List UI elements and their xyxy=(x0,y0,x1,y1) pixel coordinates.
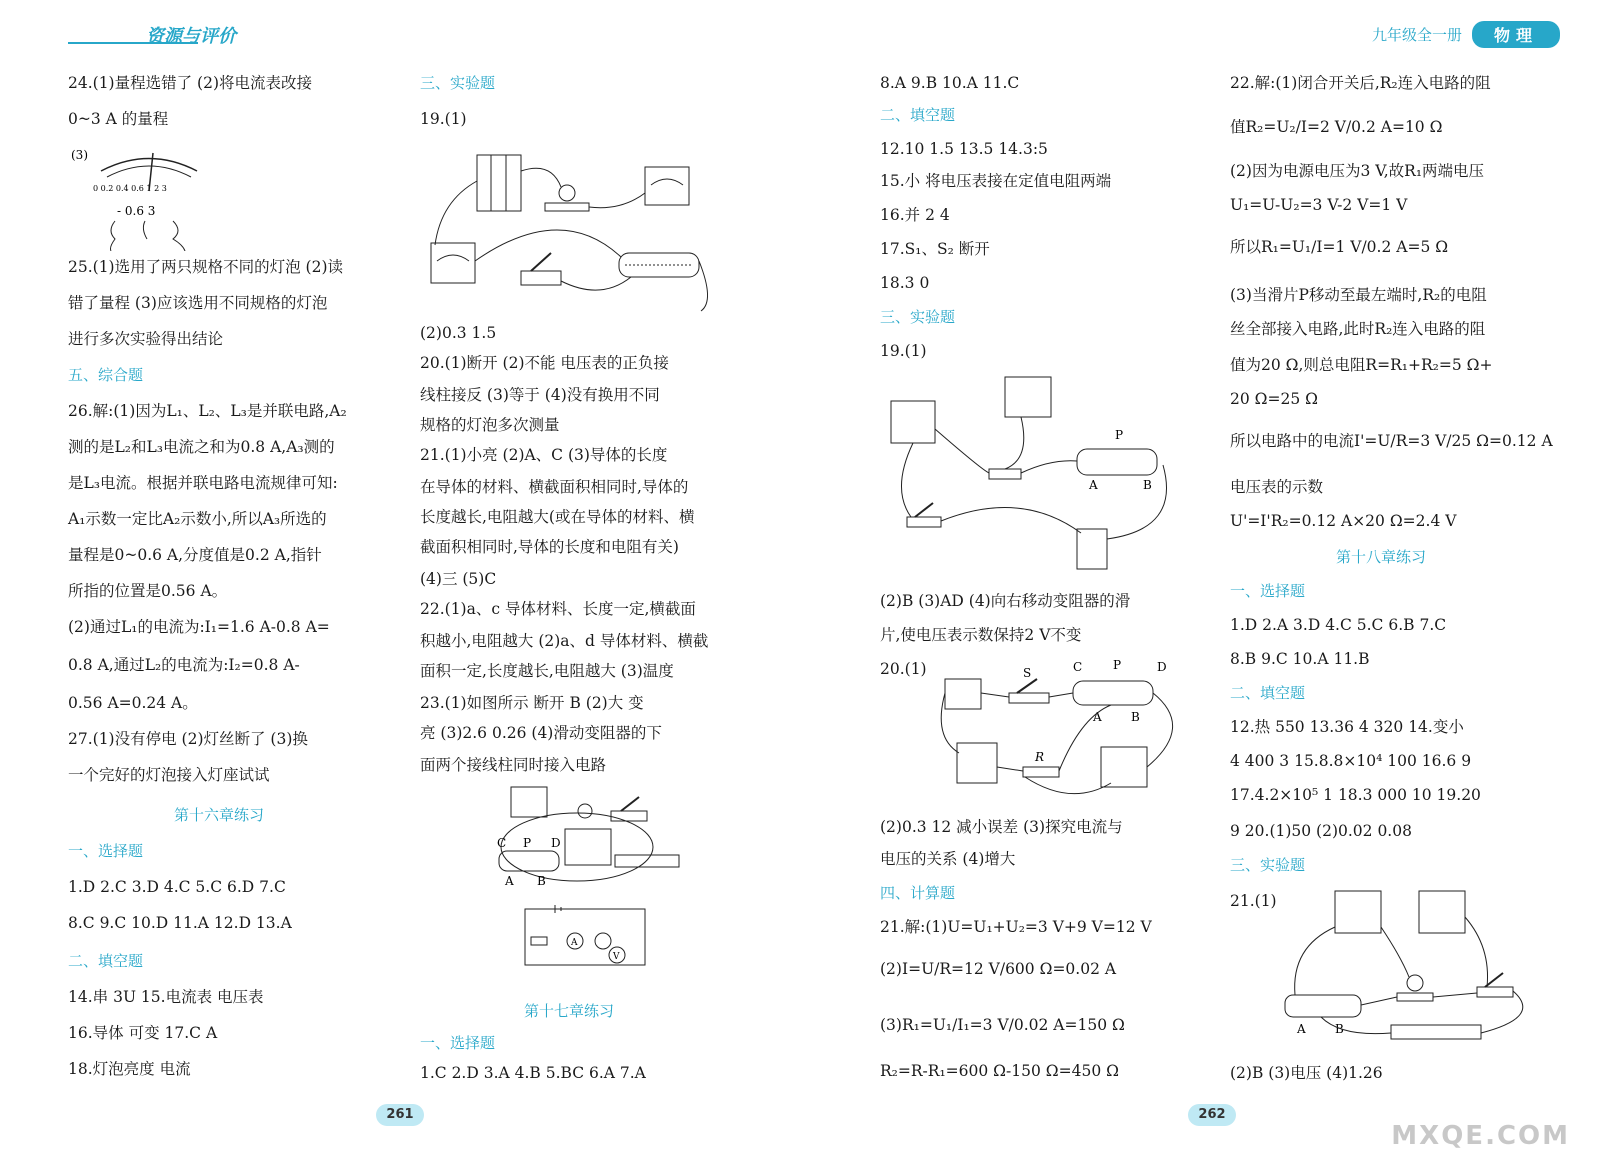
text-line: 8.A 9.B 10.A 11.C xyxy=(880,74,1020,92)
text-line: 电压表的示数 xyxy=(1230,478,1324,496)
bulb-icon xyxy=(1407,975,1423,991)
bulb-icon xyxy=(559,185,575,201)
text-line: 8.B 9.C 10.A 11.B xyxy=(1230,650,1370,668)
text-line: 1.D 2.C 3.D 4.C 5.C 6.D 7.C xyxy=(68,878,286,896)
wire xyxy=(561,277,631,290)
chapter-heading: 第十七章练习 xyxy=(524,1002,615,1020)
text-line: 24.(1)量程选错了 (2)将电流表改接 xyxy=(68,74,312,92)
text-line: 21.解:(1)U=U₁+U₂=3 V+9 V=12 V xyxy=(880,918,1152,936)
text-line: 14.串 3U 15.电流表 电压表 xyxy=(68,988,264,1006)
text-line: 规格的灯泡多次测量 xyxy=(420,416,560,434)
text-line: 12.10 1.5 13.5 14.3:5 xyxy=(880,140,1048,158)
svg-text:A: A xyxy=(505,874,514,888)
section-heading: 一、选择题 xyxy=(68,842,144,860)
text-line: 亮 (3)2.6 0.26 (4)滑动变阻器的下 xyxy=(420,724,662,742)
wire xyxy=(981,693,1009,697)
text-line: 23.(1)如图所示 断开 B (2)大 变 xyxy=(420,694,644,712)
wire xyxy=(1361,997,1397,1005)
text-line: 1.D 2.A 3.D 4.C 5.C 6.B 7.C xyxy=(1230,616,1447,634)
text-line: 21.(1)小亮 (2)A、C (3)导体的长度 xyxy=(420,446,668,464)
text-line: 长度越长,电阻越大(或在导体的材料、横 xyxy=(420,508,695,526)
text-line: 4 400 3 15.8.8×10⁴ 100 16.6 9 xyxy=(1230,752,1472,770)
circuit-figure-21 xyxy=(1280,886,1552,1048)
wire xyxy=(997,767,1023,771)
text-line: 16.导体 可变 17.C A xyxy=(68,1024,218,1042)
wire xyxy=(1025,777,1111,794)
wire xyxy=(521,168,561,187)
text-line: 值为20 Ω,则总电阻R=R₁+R₂=5 Ω+ xyxy=(1230,356,1493,374)
text-line: 测的是L₂和L₃电流之和为0.8 A,A₃测的 xyxy=(68,438,335,456)
meter-label: (3) xyxy=(71,148,88,162)
svg-text:A: A xyxy=(1297,1022,1306,1036)
wire xyxy=(1321,1017,1391,1034)
page-number-left: 261 xyxy=(376,1104,424,1126)
battery-icon xyxy=(477,155,521,211)
formula-line: 所以电路中的电流I'=U/R=3 V/25 Ω=0.12 A xyxy=(1230,432,1553,450)
text-line: 25.(1)选用了两只规格不同的灯泡 (2)读 xyxy=(68,258,343,276)
formula-line: (2)I=U/R=12 V/600 Ω=0.02 A xyxy=(880,960,1117,978)
wire xyxy=(699,261,708,311)
svg-text:V: V xyxy=(613,952,620,962)
text-line: (2)0.3 12 减小误差 (3)探究电流与 xyxy=(880,818,1123,836)
wire xyxy=(1107,465,1167,539)
formula-line: 值R₂=U₂/I=2 V/0.2 A=10 Ω xyxy=(1230,118,1443,136)
text-line: 18.灯泡亮度 电流 xyxy=(68,1060,191,1078)
text-line: 0.8 A,通过L₂的电流为:I₂=0.8 A- xyxy=(68,656,300,674)
section-heading: 三、实验题 xyxy=(1230,856,1306,874)
svg-text:S: S xyxy=(1023,666,1032,680)
wire xyxy=(1147,693,1173,767)
svg-text:B: B xyxy=(537,874,546,888)
voltmeter-icon xyxy=(565,829,611,865)
text-line: 所指的位置是0.56 A。 xyxy=(68,582,228,600)
text-line: 0~3 A 的量程 xyxy=(68,110,169,128)
text-line: 在导体的材料、横截面积相同时,导体的 xyxy=(420,478,689,496)
text-line: (3)当滑片P移动至最左端时,R₂的电阻 xyxy=(1230,286,1487,304)
text-line: (2)B (3)AD (4)向右移动变阻器的滑 xyxy=(880,592,1131,610)
voltmeter-icon xyxy=(1419,891,1465,933)
text-line: 片,使电压表示数保持2 V不变 xyxy=(880,626,1082,644)
header-subject xyxy=(1372,20,1560,48)
header-brand xyxy=(68,22,268,50)
meter-terminals: - 0.6 3 xyxy=(117,204,156,218)
svg-text:A: A xyxy=(1089,478,1098,492)
wire xyxy=(1049,693,1073,697)
wire xyxy=(1433,993,1477,997)
switch-icon xyxy=(1009,693,1049,703)
text-line: 线柱接反 (3)等于 (4)没有换用不同 xyxy=(420,386,660,404)
wire xyxy=(1021,461,1077,473)
text-line: 17.S₁、S₂ 断开 xyxy=(880,240,990,258)
section-heading: 二、填空题 xyxy=(880,106,956,124)
wire xyxy=(901,443,913,517)
text-line: 12.热 550 13.36 4 320 14.变小 xyxy=(1230,718,1464,736)
svg-text:D: D xyxy=(551,836,561,850)
section-heading: 三、实验题 xyxy=(420,74,496,92)
svg-text:P: P xyxy=(1113,658,1122,672)
brand-title: 资源与评价 xyxy=(146,26,236,47)
circuit-figure-20 xyxy=(930,656,1202,808)
svg-text:D: D xyxy=(1157,660,1167,674)
svg-text:A: A xyxy=(1093,710,1102,724)
chapter-heading: 第十六章练习 xyxy=(174,806,265,824)
text-line: 20.(1) xyxy=(880,660,927,678)
ammeter-icon xyxy=(1335,891,1381,933)
wire xyxy=(1005,417,1024,469)
wire xyxy=(143,221,147,239)
text-line: 面积一定,长度越长,电阻越大 (3)温度 xyxy=(420,662,674,680)
text-line: 20 Ω=25 Ω xyxy=(1230,390,1318,408)
text-line: (2)B (3)电压 (4)1.26 xyxy=(1230,1064,1383,1082)
text-line: 22.解:(1)闭合开关后,R₂连入电路的阻 xyxy=(1230,74,1491,92)
text-line: R₂=R-R₁=600 Ω-150 Ω=450 Ω xyxy=(880,1062,1119,1080)
rheostat-icon xyxy=(1285,995,1361,1017)
text-line: 是L₃电流。根据并联电路电流规律可知: xyxy=(68,474,338,492)
svg-text:A: A xyxy=(571,938,578,948)
text-line: 电压的关系 (4)增大 xyxy=(880,850,1016,868)
text-line: 进行多次实验得出结论 xyxy=(68,330,224,348)
formula-line: (3)R₁=U₁/I₁=3 V/0.02 A=150 Ω xyxy=(880,1016,1125,1034)
text-line: 0.56 A=0.24 A。 xyxy=(68,694,198,712)
text-line: 16.并 2 4 xyxy=(880,206,950,224)
svg-text:B: B xyxy=(1143,478,1152,492)
wire xyxy=(173,221,185,251)
rheostat-icon xyxy=(1077,449,1157,475)
text-line: 丝全部接入电路,此时R₂连入电路的阻 xyxy=(1230,320,1486,338)
watermark-logo: MXQE.COM xyxy=(1391,1121,1570,1151)
text-line: 9 20.(1)50 (2)0.02 0.08 xyxy=(1230,822,1412,840)
ammeter-icon xyxy=(511,787,547,817)
circuit-figure-p3-19 xyxy=(880,368,1202,580)
wire xyxy=(935,429,989,473)
text-line: 面两个接线柱同时接入电路 xyxy=(420,756,607,774)
wire xyxy=(1381,927,1409,977)
meter-scale: 0 0.2 0.4 0.6 1 2 3 xyxy=(93,184,167,193)
text-line: A₁示数一定比A₂示数小,所以A₃所选的 xyxy=(68,510,327,528)
formula-line: 所以R₁=U₁/I=1 V/0.2 A=5 Ω xyxy=(1230,238,1449,256)
voltmeter-icon xyxy=(1005,377,1051,417)
text-line: 17.4.2×10⁵ 1 18.3 000 10 19.20 xyxy=(1230,786,1481,804)
text-line: 19.(1) xyxy=(420,110,467,128)
circuit-figure-23 xyxy=(494,780,708,992)
battery-icon xyxy=(1077,529,1107,569)
text-line: 8.C 9.C 10.D 11.A 12.D 13.A xyxy=(68,914,292,932)
meter-arc-inner xyxy=(107,166,191,177)
wire xyxy=(435,181,477,245)
text-line: 27.(1)没有停电 (2)灯丝断了 (3)换 xyxy=(68,730,308,748)
text-line: (2)因为电源电压为3 V,故R₁两端电压 xyxy=(1230,162,1485,180)
section-heading: 二、填空题 xyxy=(68,952,144,970)
text-line: 截面积相同时,导体的长度和电阻有关) xyxy=(420,538,679,556)
text-line: 错了量程 (3)应该选用不同规格的灯泡 xyxy=(68,294,328,312)
text-line: (4)三 (5)C xyxy=(420,570,497,588)
text-line: 1.C 2.D 3.A 4.B 5.BC 6.A 7.A xyxy=(420,1064,646,1082)
text-line: (2)通过L₁的电流为:I₁=1.6 A-0.8 A= xyxy=(68,618,330,636)
ammeter-icon xyxy=(431,243,475,283)
bulb-icon xyxy=(578,804,592,818)
text-line: 18.3 0 xyxy=(880,274,930,292)
switch-icon xyxy=(521,271,561,285)
text-line: 20.(1)断开 (2)不能 电压表的正负接 xyxy=(420,354,669,372)
column-3 xyxy=(880,68,1210,1098)
battery-icon xyxy=(1391,1025,1481,1039)
section-heading: 二、填空题 xyxy=(1230,684,1306,702)
resistor-icon xyxy=(1023,767,1059,777)
voltmeter-icon xyxy=(645,167,689,205)
wire xyxy=(111,221,116,251)
resistor-icon xyxy=(989,469,1021,479)
wire xyxy=(941,508,1081,533)
text-line: (2)0.3 1.5 xyxy=(420,324,497,342)
section-heading: 五、综合题 xyxy=(68,366,144,384)
section-heading: 四、计算题 xyxy=(880,884,956,902)
section-heading: 一、选择题 xyxy=(1230,582,1306,600)
svg-text:P: P xyxy=(1115,428,1124,442)
text-line: 量程是0~0.6 A,分度值是0.2 A,指针 xyxy=(68,546,322,564)
text-line: 积越小,电阻越大 (2)a、d 导体材料、横截 xyxy=(420,632,709,650)
svg-text:C: C xyxy=(1073,660,1083,674)
switch-icon xyxy=(611,811,647,821)
text-line: 26.解:(1)因为L₁、L₂、L₃是并联电路,A₂ xyxy=(68,402,347,420)
column-4 xyxy=(1230,68,1570,1098)
battery-icon xyxy=(945,679,981,709)
switch-icon xyxy=(1477,987,1513,997)
rheostat-icon xyxy=(1073,681,1153,705)
svg-text:C: C xyxy=(497,836,507,850)
circuit-figure-19 xyxy=(420,140,722,322)
text-line: 15.小 将电压表接在定值电阻两端 xyxy=(880,172,1112,190)
grade-label: 九年级全一册 xyxy=(1371,25,1462,44)
text-line: U'=I'R₂=0.12 A×20 Ω=2.4 V xyxy=(1230,512,1457,530)
svg-text:R: R xyxy=(1035,750,1045,764)
switch-icon xyxy=(907,517,941,527)
wire xyxy=(589,193,645,208)
text-line: U₁=U-U₂=3 V-2 V=1 V xyxy=(1230,196,1408,214)
ammeter-figure xyxy=(68,140,210,252)
column-2 xyxy=(420,68,740,1098)
text-line: 21.(1) xyxy=(1230,892,1277,910)
ammeter-icon xyxy=(957,743,997,783)
text-line: 22.(1)a、c 导体材料、长度一定,横截面 xyxy=(420,600,696,618)
schematic-diagram xyxy=(525,905,645,965)
meter-arc xyxy=(101,159,197,172)
svg-text:B: B xyxy=(1335,1022,1344,1036)
voltmeter-icon xyxy=(1101,747,1147,787)
text-line: 一个完好的灯泡接入灯座试试 xyxy=(68,766,270,784)
section-heading: 一、选择题 xyxy=(420,1034,496,1052)
page-number-right: 262 xyxy=(1188,1104,1236,1126)
column-1 xyxy=(68,68,388,1098)
ammeter-icon xyxy=(891,401,935,443)
wire xyxy=(1295,927,1335,995)
section-heading: 三、实验题 xyxy=(880,308,956,326)
svg-text:P: P xyxy=(523,836,532,850)
wire xyxy=(1465,917,1488,987)
text-line: 19.(1) xyxy=(880,342,927,360)
svg-text:B: B xyxy=(1131,710,1140,724)
subject-badge: 物理 xyxy=(1472,21,1560,48)
chapter-heading: 第十八章练习 xyxy=(1336,548,1427,566)
